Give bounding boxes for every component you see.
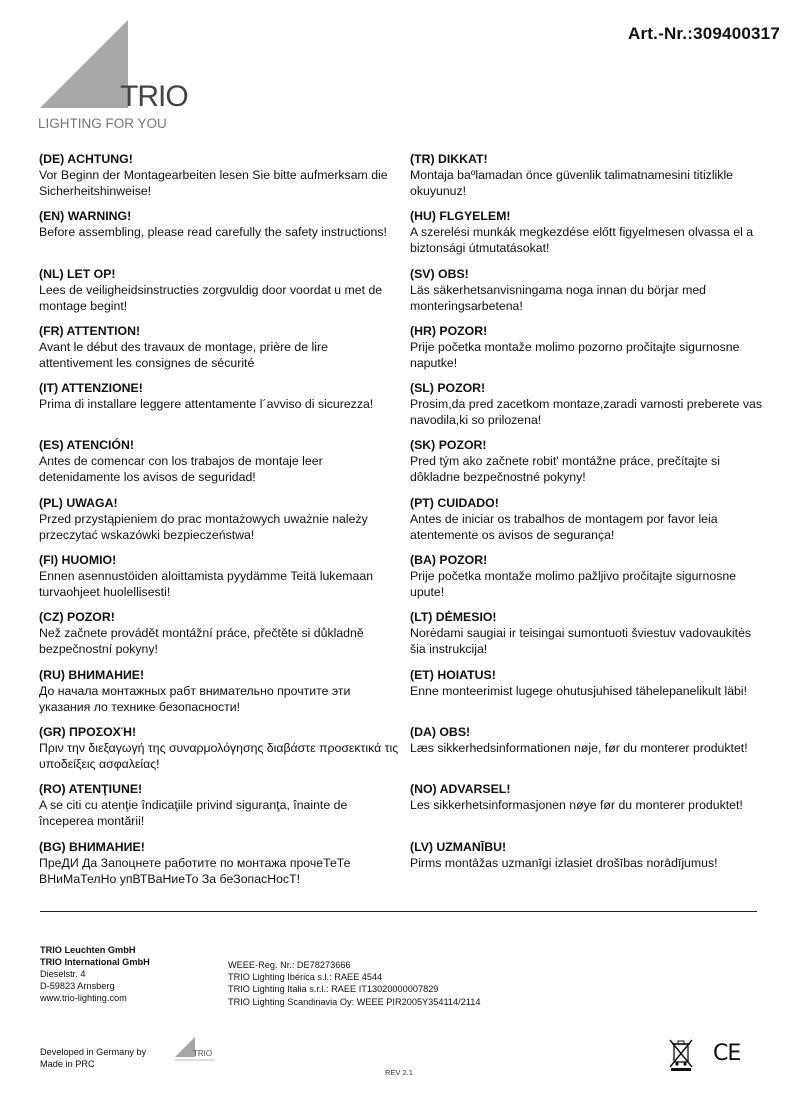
warning-fr: [39, 324, 399, 381]
warning-title: (CZ) POZOR!: [39, 610, 115, 625]
warning-en: [39, 209, 399, 266]
warning-title: (FI) HUOMIO!: [39, 553, 117, 568]
warning-da: [410, 725, 770, 782]
warning-text: Antes de comencar con los trabajos de montaje leer detenidamente los avisos de seguridad!: [39, 454, 323, 485]
warning-sl: [410, 381, 770, 438]
warning-title: (NO) ADVARSEL!: [410, 782, 511, 797]
warning-text: Prije početka montaže molimo pažljivo pročitajte sigurnosne upute!: [410, 569, 737, 600]
warning-text: Ennen asennustöiden aloittamista pyydämme Teitä lukemaan turvaohjeet huolellisesti!: [39, 569, 374, 600]
warning-title: (PL) UWAGA!: [39, 495, 118, 510]
warning-text: Prije početka montaže molimo pozorno pročitajte sigurnosne naputke!: [410, 339, 740, 370]
warning-title: (BA) POZOR!: [410, 553, 488, 568]
warning-it: [39, 381, 399, 438]
warning-sv: [410, 267, 770, 324]
company-street: Dieselstr. 4: [40, 969, 86, 979]
weee-line: TRIO Lighting Ibérica s.l.: RAEE 4544: [228, 972, 383, 983]
warning-pt: [410, 496, 770, 553]
warning-text: Les sikkerhetsinformasjonen nøye før du monterer produktet!: [410, 798, 743, 813]
ce-mark-icon: CE: [713, 1041, 741, 1066]
warning-title: (ET) HOIATUS!: [410, 667, 496, 682]
article-number-value: 309400317: [693, 24, 780, 43]
warning-hr: [410, 324, 770, 381]
warning-text: Prosim,da pred zacetkom montaze,zaradi varnosti preberete vas navodila,ki so prilozena!: [410, 397, 762, 428]
warning-nl: [39, 267, 399, 324]
warning-text: До начала монтажных рабт внимательно прочтите эти указания ло технике безопасности!: [39, 683, 351, 714]
warning-text: Než začnete provádět montážní práce, přečtěte si důkladně bezpečnostní pokyny!: [39, 626, 364, 657]
made-in-text: Made in PRC: [40, 1059, 95, 1069]
warning-title: (NL) LET OP!: [39, 266, 116, 281]
warnings-right-column: [410, 152, 770, 897]
warning-hu: [410, 209, 770, 266]
warning-title: (EN) WARNING!: [39, 209, 132, 224]
warning-text: Læs sikkerhedsinformationen nøje, før du monterer produktet!: [410, 740, 748, 755]
warning-title: (ES) ATENCIÓN!: [39, 438, 134, 453]
warning-text: A se citi cu atenţie îndicaţiile privind siguranţa, înainte de începerea montării!: [39, 798, 348, 829]
warning-title: (DA) OBS!: [410, 724, 471, 739]
warning-ro: [39, 782, 399, 839]
footer-divider: [40, 911, 757, 912]
warning-title: (FR) ATTENTION!: [39, 323, 141, 338]
warning-text: Before assembling, please read carefully the safety instructions!: [39, 225, 387, 240]
warning-title: (DE) ACHTUNG!: [39, 152, 133, 166]
warning-lv: [410, 840, 770, 897]
warning-fi: [39, 553, 399, 610]
warning-gr: [39, 725, 399, 782]
warning-text: Lees de veiligheidsinstructies zorgvuldig door voordat u met de montage begint!: [39, 282, 383, 313]
warning-text: A szerelési munkák megkezdése előtt figyelmesen olvassa el a biztonsági útmutatásokat!: [410, 225, 754, 256]
warning-text: ПреДИ Да Запоцнете работите по монтажа прочеТеТе ВНиМаТелНо упВТВаНиеТо За беЗопасНосТ!: [39, 855, 351, 886]
company-website: www.trio-lighting.com: [40, 993, 127, 1003]
weee-registration: [228, 959, 480, 1008]
small-logo-name: TRIO: [193, 1049, 213, 1058]
warning-text: Pirms montāžas uzmanīgi izlasiet drošības norādījumus!: [410, 855, 718, 870]
warning-lt: [410, 610, 770, 667]
weee-bin-icon: [667, 1038, 695, 1077]
warning-ba: [410, 553, 770, 610]
company-name-1: TRIO Leuchten GmbH: [40, 945, 136, 955]
warning-no: [410, 782, 770, 839]
warning-es: [39, 438, 399, 495]
warning-title: (IT) ATTENZIONE!: [39, 381, 143, 396]
weee-line: WEEE-Reg. Nr.: DE78273666: [228, 960, 351, 970]
small-trio-logo: [173, 1036, 217, 1067]
warning-title: (RO) ATENŢIUNE!: [39, 782, 143, 797]
warning-title: (RU) ВНИМАНИЕ!: [39, 667, 145, 682]
warning-text: Montaja baºlamadan önce güvenlik talimatnamesini titizlikle okuyunuz!: [410, 168, 734, 198]
warning-title: (PT) CUIDADO!: [410, 495, 499, 510]
warning-text: Pred tým ako začnete robit' montážne práce, prečítajte si dôkladne bezpečnostné pokyny!: [410, 454, 720, 485]
warning-ru: [39, 668, 399, 725]
company-address: [40, 944, 150, 1004]
trio-logo: [38, 18, 208, 133]
warning-cz: [39, 610, 399, 667]
article-number: [628, 24, 780, 44]
warning-title: (LV) UZMANĪBU!: [410, 839, 507, 854]
revision: REV 2.1: [385, 1068, 413, 1077]
developed-by: [40, 1046, 146, 1070]
warning-title: (LT) DĖMESIO!: [410, 610, 497, 625]
warning-title: (HU) FLGYELEM!: [410, 209, 511, 224]
warning-de: [39, 152, 399, 209]
warning-text: Πριν την διεξαγωγή της συναρμολόγησης διαβάστε προσεκτικά τις υποδείξεις ασφαλείας!: [39, 740, 399, 771]
warning-text: Przed przystąpieniem do prac montażowych uważnie należy przeczytać wskazówki bezpieczeństwa!: [39, 511, 368, 542]
warning-title: (TR) DIKKAT!: [410, 152, 488, 166]
warning-et: [410, 668, 770, 725]
weee-line: TRIO Lighting Scandinavia Oy: WEEE PIR2005Y354114/2114: [228, 996, 481, 1007]
warning-text: Läs säkerhetsanvisningama noga innan du börjar med monteringsarbetena!: [410, 282, 706, 313]
article-number-label: Art.-Nr.:: [628, 24, 694, 43]
warning-text: Antes de iniciar os trabalhos de montagem por favor leia atentemente os avisos de segurança!: [410, 511, 718, 542]
warning-text: Vor Beginn der Montagearbeiten lesen Sie bitte aufmerksam die Sicherheitshinweise!: [39, 168, 388, 198]
warning-title: (SV) OBS!: [410, 266, 469, 281]
warning-tr: [410, 152, 770, 209]
warning-sk: [410, 438, 770, 495]
warning-text: Avant le début des travaux de montage, prière de lire attentivement les consignes de sécurité: [39, 339, 328, 370]
company-city: D-59823 Arnsberg: [40, 981, 115, 991]
warning-bg: [39, 840, 399, 897]
logo-tagline: LIGHTING FOR YOU: [38, 116, 167, 131]
warning-title: (HR) POZOR!: [410, 323, 488, 338]
company-name-2: TRIO International GmbH: [40, 957, 150, 967]
warning-title: (GR) ΠΡΟΣΟΧΉ!: [39, 724, 137, 739]
warnings-left-column: [39, 152, 399, 897]
warning-pl: [39, 496, 399, 553]
developed-text: Developed in Germany by: [40, 1047, 147, 1057]
weee-line: TRIO Lighting Italia s.r.l.: RAEE IT13020000007829: [228, 984, 439, 995]
warning-title: (SK) POZOR!: [410, 438, 487, 453]
warning-text: Norėdami saugiai ir teisingai sumontuoti šviestuv vadovaukitės šia instrukcija!: [410, 626, 752, 657]
warning-title: (SL) POZOR!: [410, 381, 486, 396]
warning-text: Prima di installare leggere attentamente l´avviso di sicurezza!: [39, 397, 374, 412]
logo-name: TRIO: [120, 80, 188, 113]
warning-title: (BG) ВНИМАНИЕ!: [39, 839, 145, 854]
warning-text: Enne monteerimist lugege ohutusjuhised tähelepanelikult läbi!: [410, 683, 748, 698]
